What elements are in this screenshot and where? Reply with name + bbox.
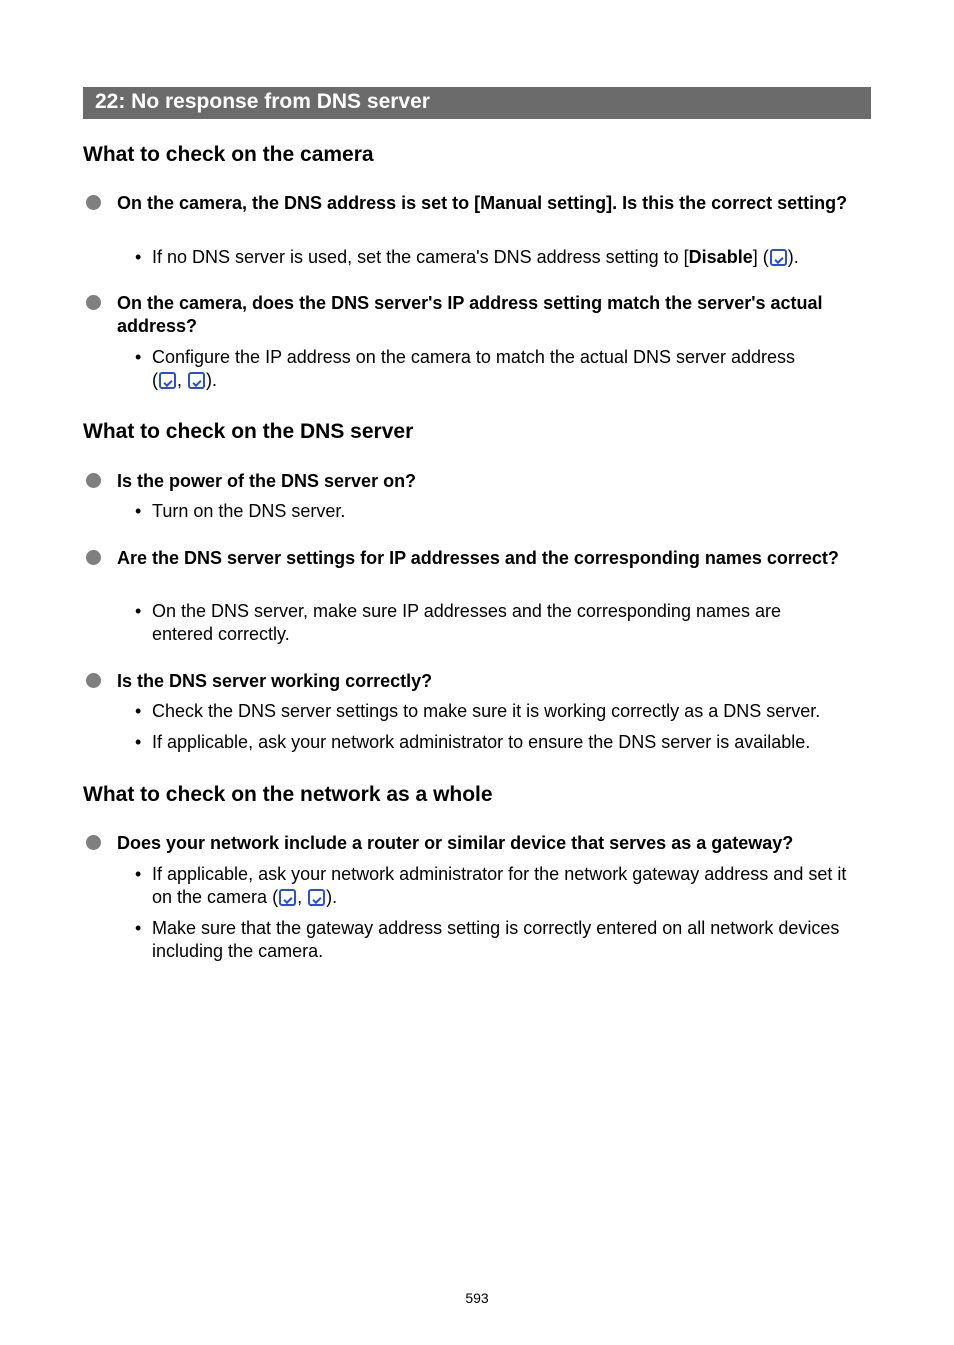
bullet-dot xyxy=(86,295,101,310)
page-reference-icon[interactable] xyxy=(770,249,787,266)
answer-bullet: • If applicable, ask your network administrator to ensure the DNS server is available. xyxy=(135,732,811,752)
answer-bullet: • Check the DNS server settings to make sure it is working correctly as a DNS server. xyxy=(135,701,821,721)
bullet-mark: • xyxy=(135,864,142,884)
bullet-dot xyxy=(86,835,101,850)
bullet-dot xyxy=(86,673,101,688)
section-heading-network: What to check on the network as a whole xyxy=(83,783,493,806)
bullet-mark: • xyxy=(135,347,142,367)
answer-bullet: • If no DNS server is used, set the camera's DNS address setting to [Disable] ( ). xyxy=(135,247,799,267)
section-heading-dns-server: What to check on the DNS server xyxy=(83,420,414,443)
answer-bullet: • Turn on the DNS server. xyxy=(135,501,346,521)
question: On the camera, does the DNS server's IP address setting match the server's actual address? xyxy=(117,293,823,336)
bullet-mark: • xyxy=(135,918,142,938)
answer-bullet: • Make sure that the gateway address setting is correctly entered on all network devices including the camera. xyxy=(135,918,840,961)
question: On the camera, the DNS address is set to [Manual setting]. Is this the correct setting? xyxy=(117,193,848,213)
bullet-mark: • xyxy=(135,601,142,621)
question: Is the DNS server working correctly? xyxy=(117,671,433,691)
bullet-mark: • xyxy=(135,501,142,521)
page-reference-icon[interactable] xyxy=(159,372,176,389)
bullet-mark: • xyxy=(135,732,142,752)
section-heading-camera: What to check on the camera xyxy=(83,143,374,166)
page-number: 593 xyxy=(465,1290,489,1306)
bullet-dot xyxy=(86,550,101,565)
page-reference-icon[interactable] xyxy=(308,889,325,906)
bullet-mark: • xyxy=(135,701,142,721)
question: Does your network include a router or similar device that serves as a gateway? xyxy=(117,833,794,853)
page-reference-icon[interactable] xyxy=(279,889,296,906)
question: Is the power of the DNS server on? xyxy=(117,471,417,491)
bullet-mark: • xyxy=(135,247,142,267)
page-title: 22: No response from DNS server xyxy=(83,87,871,119)
answer-bullet: • Configure the IP address on the camera to match the actual DNS server address ( , ). xyxy=(135,347,795,390)
answer-bullet: • If applicable, ask your network administrator for the network gateway address and set it on the camera ( , ). xyxy=(135,864,847,907)
bullet-dot xyxy=(86,473,101,488)
bullet-dot xyxy=(86,195,101,210)
answer-bullet: • On the DNS server, make sure IP addresses and the corresponding names are entered correctly. xyxy=(135,601,781,644)
question: Are the DNS server settings for IP addresses and the corresponding names correct? xyxy=(117,548,839,568)
page-reference-icon[interactable] xyxy=(188,372,205,389)
